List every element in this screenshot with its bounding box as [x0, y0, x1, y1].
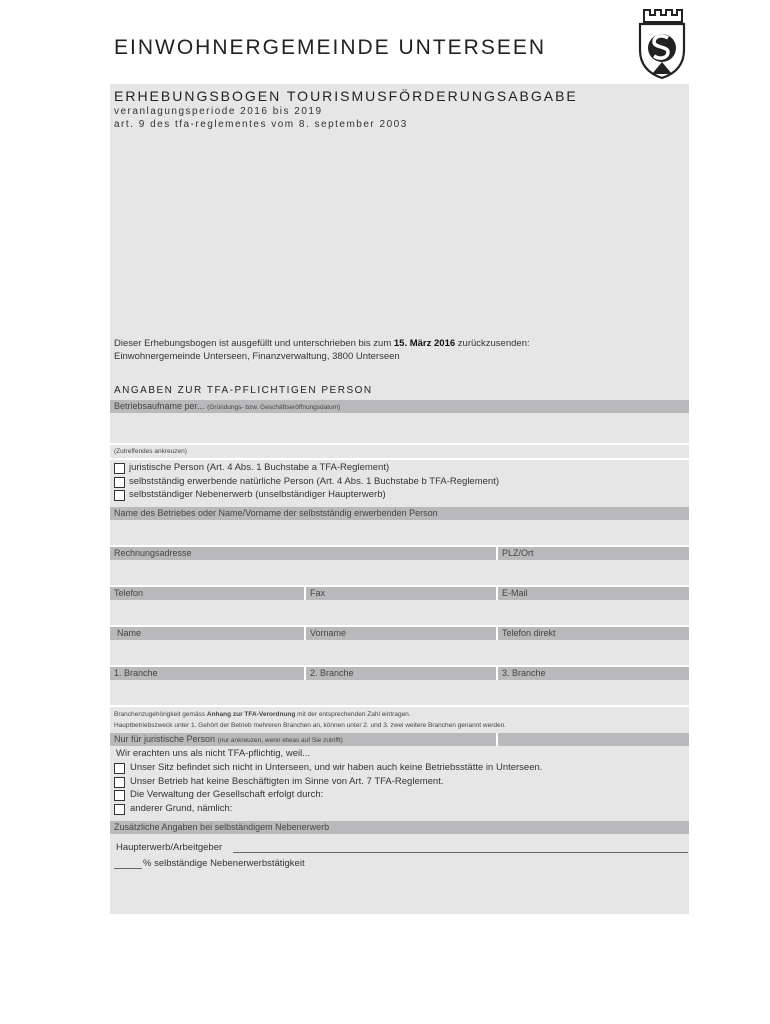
main-employer-label: Haupterwerb/Arbeitgeber [116, 842, 223, 853]
column-divider [496, 547, 498, 560]
side-business-label: Zusätzliche Angaben bei selbständigem Nebenerwerb [114, 822, 330, 832]
phone-label: Telefon [114, 588, 144, 598]
reason-label: Unser Betrieb hat keine Beschäftigten im Sinne von Art. 7 TFA-Reglement. [130, 776, 444, 787]
column-divider [304, 587, 306, 600]
branch2-label: 2. Branche [310, 668, 354, 678]
fax-label: Fax [310, 588, 326, 598]
branch3-label: 3. Branche [502, 668, 546, 678]
direct-phone-label: Telefon direkt [502, 628, 556, 638]
checkbox-other-reason[interactable] [114, 804, 125, 815]
article-line: art. 9 des tfa-reglementes vom 8. september 2003 [114, 119, 408, 130]
divider [110, 458, 689, 460]
reason-label: anderer Grund, nämlich: [130, 803, 233, 814]
billing-address-label: Rechnungsadresse [114, 548, 192, 558]
business-name-label: Name des Betriebes oder Name/Vorname der selbstständig erwerbenden Person [114, 508, 438, 518]
choose-hint: (Zutreffendes ankreuzen) [114, 448, 187, 455]
checkbox-side-business[interactable] [114, 490, 125, 501]
branch-note: Branchenzugehörigkeit gemäss Anhang zur TFA-Verordnung mit der entsprechenden Zahl eintragen. [114, 711, 411, 718]
firstname-label: Vorname [310, 628, 347, 638]
contact-person-bar [110, 627, 689, 640]
return-instruction: Dieser Erhebungsbogen ist ausgefüllt und unterschrieben bis zum 15. März 2016 zurückzusenden: [114, 338, 530, 349]
option-label: selbstständiger Nebenerwerb (unselbständiger Haupterwerb) [129, 489, 386, 500]
reason-label: Unser Sitz befindet sich nicht in Unterseen, und wir haben auch keine Betriebsstätte in Unterseen. [130, 762, 543, 773]
divider [110, 705, 689, 707]
branch-bar [110, 667, 689, 680]
checkbox-juristic-person[interactable] [114, 463, 125, 474]
period-line: veranlagungsperiode 2016 bis 2019 [114, 106, 323, 117]
organisation-name: EINWOHNERGEMEINDE UNTERSEEN [114, 36, 547, 59]
checkbox-no-seat[interactable] [114, 763, 125, 774]
checkbox-self-employed[interactable] [114, 477, 125, 488]
column-divider [304, 667, 306, 680]
juristic-label: Nur für juristische Person (nur ankreuzen, wenn etwas auf Sie zutrifft) [114, 734, 343, 744]
main-employer-field[interactable] [233, 852, 688, 853]
branch-note-line2: Hauptbetriebszweck unter 1. Gehört der Betrieb mehreren Branchen an, können unter 2. und 3. zwei weitere Branchen genannt werden. [114, 722, 507, 729]
branch1-label: 1. Branche [114, 668, 158, 678]
option-label: selbstständig erwerbende natürliche Person (Art. 4 Abs. 1 Buchstabe b TFA-Reglement) [129, 476, 499, 487]
zip-city-label: PLZ/Ort [502, 548, 534, 558]
option-label: juristische Person (Art. 4 Abs. 1 Buchstabe a TFA-Reglement) [129, 462, 390, 473]
column-divider [496, 733, 498, 746]
business-since-label: Betriebsaufname per... (Gründungs- bzw. Geschäftseröffnungsdatum) [114, 401, 341, 411]
form-title: ERHEBUNGSBOGEN TOURISMUSFÖRDERUNGSABGABE [114, 88, 578, 104]
juristic-intro: Wir erachten uns als nicht TFA-pflichtig, weil... [116, 748, 311, 759]
column-divider [496, 627, 498, 640]
percent-label: % selbständige Nebenerwerbstätigkeit [143, 858, 305, 869]
contact-bar [110, 587, 689, 600]
column-divider [496, 587, 498, 600]
divider [110, 443, 689, 445]
percent-field[interactable] [114, 868, 142, 869]
column-divider [496, 667, 498, 680]
checkbox-no-employees[interactable] [114, 777, 125, 788]
address-bar [110, 547, 689, 560]
column-divider [304, 627, 306, 640]
name-label: Name [117, 628, 142, 638]
return-address: Einwohnergemeinde Unterseen, Finanzverwaltung, 3800 Unterseen [114, 351, 400, 362]
unterseen-coat-of-arms-icon [636, 6, 688, 80]
checkbox-administration[interactable] [114, 790, 125, 801]
section-heading-person: ANGABEN ZUR TFA-PFLICHTIGEN PERSON [114, 385, 373, 396]
email-label: E-Mail [502, 588, 528, 598]
reason-label: Die Verwaltung der Gesellschaft erfolgt durch: [130, 789, 324, 800]
